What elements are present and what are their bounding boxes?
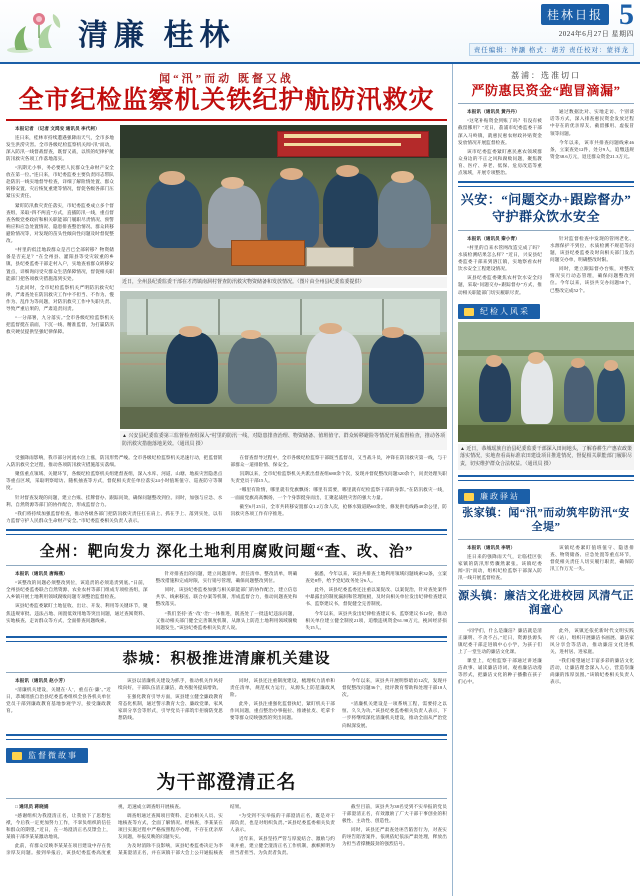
divider xyxy=(458,585,634,586)
station-badge-wrap xyxy=(458,486,634,504)
lipu-kicker: 荔浦：选准切口 xyxy=(511,71,581,80)
story-gongcheng: 恭城：积极推进清廉机关建设 本报讯（通讯员 赵小芳） “清廉机关建设，关键在‘人’，重点在‘廉’。”近日，恭城瑶族自治县纪委监委组织全县各机关单位党员干部到廉政教育基地参观学习，接受廉政教育。 该县以清廉机关建设为抓手，推动机关作风持续向好，干部队伍清正廉洁，政务服务提质增效。 在强化教育引导方面，该县建立健全廉政教育常态化机制，通过警示教育大会、廉政党课、家风家训分享会等形式，引导党员干部筑牢拒腐防变思想防线。 同时，该县还注重制度建设，梳理权力清单和责任清单，规范权力运行，从源头上防范廉政风险。 此外，该县注重强化监督执纪，紧盯机关干部作风问题，重点整治办事拖拉、推诿扯皮、吃拿卡要等群众反映强烈的突出问题。 今年以来，该县共开展明察暗访12次，发现并督促整改问题36个，批评教育帮助和处理干部18人次。 “清廉机关建设是一项系统工程，需要持之以恒、久久为功。”该县纪委监委相关负责人表示，下一步将继续深化清廉机关建设，推动全面从严治党向纵深发展。 xyxy=(6,647,447,729)
supervision-badge-wrap xyxy=(6,745,447,763)
left-column xyxy=(0,64,452,896)
issue-date: 2024年6月27日 星期四 xyxy=(558,30,634,38)
quanzhou-headline: 全州：靶向发力 深化土地利用腐败问题“查、改、治” xyxy=(39,543,414,560)
byline: 本报讯（通讯员 唐海燕） xyxy=(15,570,68,576)
xingan-headline-line2: 守护群众饮水安全 xyxy=(491,209,600,225)
figures-badge: 纪检人风采 xyxy=(458,304,540,319)
divider xyxy=(6,734,447,740)
figures-badge-wrap xyxy=(458,301,634,319)
paper-name: 桂林日报 xyxy=(541,4,609,25)
lead-text-col1: 本报记者 （记者 文鸿安 通讯员 李代柯） 连日来，桂林市持续遭遇强降雨天气，全市多地发生洪涝灾害。全市各级纪检监察机关闻“汛”而动，深入防汛一线督战督查，既督又战，以铁的纪律护航防汛救灾各项工作落地落实。 “汛期无小事，务必要把人民群众生命财产安全放在第一位。”连日来，市纪委监委主要负责同志带队赴防汛一线实地督导检查，详细了解险情处置、群众转移安置、灾后恢复重建等情况，督促各级各部门压紧压实责任。 紧盯防汛救灾责任落实，市纪委监委成立多个督查组，采取“四不两直”方式，直插防汛一线，重点督查各级党委政府和相关职能部门履职尽责情况、预警响应和应急处置情况、隐患排查整治情况、群众转移避险情况等，对发现的苗头性倾向性问题及时督促整改。 “村里的低洼地段群众是否已全部转移？物资储备是否充足？”在全州县、灌阳县等受灾较重的乡镇，县纪委监委干部走村入户，实地查看群众转移安置点，详细询问受灾群众生活保障情况，督促相关职能部门把各项救灾措施落到实处。 与此同时，全市纪检监察机关严明防汛救灾纪律，严肃查处在防汛救灾工作中不担当、不作为、慢作为、乱作为等问题，对防汛救灾工作中失职失责、导致严重后果的，严肃追责问责。 “一分部署，九分落实。”全市各级纪检监察机关把监督挺在前面，下沉一线、精准监督，为打赢防汛救灾硬仗提供坚强纪律保障。 xyxy=(6,125,114,335)
masthead xyxy=(0,0,640,64)
station-badge: 廉政驿站 xyxy=(458,489,530,504)
page-title: 清廉 桂林 xyxy=(78,19,236,52)
story-zhangjia: 廉政驿站 张家镇：闻“汛”而动筑牢防汛“安全堤” 本报讯（通讯员 李明） 连日来的强降雨天气，让临桂区张家镇的防汛形势骤然紧张。该镇纪委闻“汛”而动，组织纪检监察干部深入防汛一线开展监督检查。 该镇纪委紧盯值班值守、隐患排查、物资储备、应急处置等重点环节，督促相关责任人切实履行职责，确保防汛工作万无一失。 xyxy=(458,486,634,581)
divider xyxy=(6,798,447,799)
figures-photo-caption: ▲ 近日，恭城瑶族自治县纪委监委干部深入田间地头，了解春耕生产惠农政策落实情况，实地查看高标准农田建设项目推进情况，督促相关职能部门履职尽责，切实维护群众合法权益。（通讯员 摄） xyxy=(458,444,634,471)
divider xyxy=(458,230,634,231)
story-quanzhou: 全州：靶向发力 深化土地利用腐败问题“查、改、治” 本报讯（通讯员 唐海燕） “该整改的问题必须整改到位，该追责的必须追责到底。”日前，全州县纪委监委联合自然资源、农业农村等部门组成专项检查组，深入乡镇开展土地利用领域腐败问题专项整治监督检查。 该县纪委监委紧盯土地征收、出让、开发、利用等关键环节，聚焦违规审批、违法占地、闲置低效用地等突出问题，通过查阅资料、实地核查、走访群众等方式，全面排查问题线索。 针对排查出的问题，建立问题清单、责任清单、整改清单，明确整改措施和完成时限，实行销号管理，确保问题整改到位。 同时，该县纪委监委加强与相关职能部门的协作配合，建立信息共享、线索移送、联合办案等机制，形成监督合力，推动问题查处和整改落实。 “我们坚持‘查’‘改’‘治’一体推进，既查处了一批违纪违法问题，又推动相关部门健全完善制度机制，从源头上防范土地利用领域腐败问题发生。”该县纪委监委相关负责人说。 据悉，今年以来，该县共排查土地利用领域问题线索32条，立案查处8件，给予党纪政务处分6人。 此外，该县纪委监委还注重以案促改、以案促治，针对查处案件中暴露出的制度漏洞和管理短板，及时向相关单位发出纪律检查建议书、监察建议书，督促健全完善制度。 今年以来，该县共发出纪律检查建议书、监察建议书12份，推动相关单位建立健全制度21项，追缴违规资金61.98万元，挽回经济损失15人。 xyxy=(6,540,447,631)
divider xyxy=(458,181,634,187)
divider xyxy=(458,539,634,540)
photo-field-inspection xyxy=(120,291,447,429)
photo-caption-bottom: ▲ 兴安县纪委监委第三监督检查组深入“村里的防汛一线，对隐患排查治理、物资储备、值班值守、群众转移避险等情况开展监督检查，推动各项防汛救灾措施落地见效。（通讯员 摄） xyxy=(120,431,447,450)
byline: 本报记者 （记者 文鸿安 通讯员 李代柯） xyxy=(15,125,100,131)
lead-headline: 全市纪检监察机关铁纪护航防汛救灾 xyxy=(18,87,435,114)
divider xyxy=(6,119,447,121)
masthead-right xyxy=(469,0,634,57)
supervision-headline: 为干部澄清正名 xyxy=(156,771,297,793)
divider xyxy=(6,529,447,535)
yuantou-headline: 源头镇：廉洁文化进校园 风清气正润童心 xyxy=(458,590,634,616)
lead-story xyxy=(6,125,447,454)
story-xingan: 兴安：“问题交办+跟踪督办” 守护群众饮水安全 本报讯（通讯员 秦小青） “村里的自来水管网改造完成了吗？水质检测结果怎么样？”近日，兴安县纪委监委干部来到溶江镇，实地察看农村饮水安全工程建设情况。 该县纪委监委聚焦农村饮水安全问题，采取“问题交办+跟踪督办”方式，推动相关职能部门切实履职尽责。 针对监督检查中发现的管网老化、水源保护不到位、水质检测不规范等问题，该县纪委监委及时向相关部门发出问题交办单，明确整改时限。 同时，建立跟踪督办台账，对整改情况实行动态管理，确保问题整改到位。今年以来，该县共交办问题58个，已整改完成52个。 xyxy=(458,192,634,295)
zhangjia-headline: 张家镇：闻“汛”而动筑牢防汛“安全堤” xyxy=(462,507,630,533)
lead-kicker: 闻“汛”而动 既督又战 xyxy=(159,73,294,85)
byline: 本报讯（通讯员 秦小青） xyxy=(467,235,520,241)
byline: 本报讯（通讯员 赵小芳） xyxy=(15,677,68,683)
photo-flood-supplies xyxy=(120,125,447,275)
supervision-badge: 监督微故事 xyxy=(6,748,88,763)
story-lipu: 荔浦：选准切口 严防惠民资金“跑冒滴漏” 本报讯（通讯员 黄丹丹） “这笔补贴资金到账了吗？有没有被截留挪用？”近日，荔浦市纪委监委干部深入马岭镇，就惠民惠农财政补贴资金发放情况开展监督检查。 该市纪委监委紧盯惠民惠农领域群众身边的不正之风和腐败问题，聚焦教育、医疗、养老、低保、危房改造等重点领域，开展专项整治。 通过数据比对、实地走访、个别谈话等方式，深入排查惠民资金发放过程中存在的优亲厚友、截留挪用、虚报冒领等问题。 今年以来，该市共排查问题线索46条，立案查处12件，处分9人，追缴违规资金38.6万元，退还群众资金21.3万元。 xyxy=(458,71,634,176)
xingan-headline-line1: 兴安：“问题交办+跟踪督办” xyxy=(460,192,632,208)
divider xyxy=(6,672,447,673)
supervision-note-title: □ 通讯员 蒋晓娟 xyxy=(15,803,49,809)
divider xyxy=(6,565,447,566)
photo-caption-top: 近日，全州县纪委监委干部在才湾镇南洞村督查防汛救灾物资储备和发放情况。（图片由全州县纪委监委提供） xyxy=(120,277,447,289)
photo-field-visit xyxy=(458,322,634,442)
lotus-icon xyxy=(6,6,68,56)
divider xyxy=(458,475,634,481)
right-column xyxy=(452,64,640,896)
byline: 本报讯（通讯员 李明） xyxy=(467,544,516,550)
story-yuantou: 源头镇：廉洁文化进校园 风清气正润童心 “同学们，什么是廉洁？廉洁就是清正廉明、不贪不占。”近日，资源县源头镇纪委干部走进镇中心小学，为孩子们上了一堂生动的廉洁文化课。 课堂上，纪检监察干部通过讲述廉洁故事、诵读廉洁诗词、观看廉洁动漫等形式，把廉洁文化的种子播撒在孩子们心中。 此外，该镇还依托新时代文明实践所（站），组织开展廉洁书画展、廉洁家风分享会等活动，推动廉洁文化进机关、进村居、进家庭。 “我们希望通过丰富多彩的廉洁文化活动，让廉洁理念深入人心，营造崇廉尚廉的浓厚氛围。”该镇纪委相关负责人表示。 xyxy=(458,590,634,685)
section-supervision: 监督微故事 为干部澄清正名 □ 通讯员 蒋晓娟 “感谢组织为我澄清正名，让我放下了思想包袱，今后我一定更加努力工作，不辜负组织的信任和群众的期望。”近日，在一场澄清正名反馈会上，某镇干部李某某激动地说。 此前，有群众反映李某某在项目建设中存在优亲厚友问题。接到举报后，该县纪委监委高度重视，迅速成立调查组开展核查。 调查组通过查阅项目资料、走访相关人员、实地核查等方式，全面了解情况。经核查，李某某在项目实施过程中严格按照程序办理，不存在优亲厚友问题，举报反映的问题失实。 为及时消除不良影响，该县纪委监委决定为李某某澄清正名，并在该镇干部大会上公开通报核查结果。 “为受到不实举报的干部澄清正名，既是对干部负责，也是对组织负责。”该县纪委监委相关负责人表示。 近年来，该县坚持严管与厚爱结合、激励与约束并重，建立健全澄清正名工作机制，旗帜鲜明为担当者担当、为负责者负责。 截至目前，该县共为38名受到不实举报的党员干部澄清正名，有效激励了广大干部干事创业的积极性、主动性、创造性。 同时，该县还严肃查处诬告陷害行为，对查实的诬告陷害案件，依规依纪依法严肃处理，释放出为担当者撑腰鼓劲的强烈信号。 xyxy=(6,745,447,857)
divider xyxy=(6,636,447,642)
byline: 本报讯（通讯员 黄丹丹） xyxy=(467,109,520,115)
lead-photo-col xyxy=(120,125,447,454)
divider xyxy=(458,103,634,104)
page-number: 5 xyxy=(619,0,634,31)
divider xyxy=(458,622,634,623)
lead-story-continuation: 受强降雨影响，我市部分河流水位上涨，防汛形势严峻。全市各级纪检监察机关迅速行动，把监督嵌入防汛救灾全过程，推动各项防汛救灾措施落实落细。 聚焦重点领域、关键环节，各级纪检监察机关组建督查组，深入水库、河道、山塘、地质灾害隐患点等重点区域，采取明察暗访、随机抽查等方式，督促相关责任单位落实24小时值班值守、巡查防守等制度。 针对督查发现的问题，建立台账、挂牌督办、跟踪问效，确保问题整改到位。同时，加强与应急、水利、自然资源等部门的协作配合，形成监督合力。 “我们将持续加强监督检查，推动各级各部门把防汛救灾责任扛在肩上、抓在手上、落到实处，以有力监督守护人民群众生命财产安全。”市纪委监委相关负责人表示。 在督查督导过程中，全市各级纪检监察干部既当监督员，又当战斗员，冲锋在防汛救灾第一线，与干部群众一道排险情、保安全。 汛期以来，全市纪检监察机关共派出督查组680余个次，发现并督促整改问题320余个，问责处理失职失责党员干部15人。 “哪里有险情，哪里就有党旗飘扬；哪里有需要，哪里就有纪检监察干部的身影。”在防汛救灾一线，一面面党旗高高飘扬，一个个身影挺身而出，汇聚起战胜灾害的强大力量。 截至6月25日，全市共转移安置群众1.2万余人次，抢修水毁道路60余处，修复供电线路40余公里，防汛救灾各项工作有序推进。 xyxy=(6,455,447,523)
page-body xyxy=(0,64,640,896)
editor-credits: 责任编辑：钟灏 格式：胡芳 责任校对：蒙祥龙 xyxy=(469,43,634,56)
lipu-headline: 严防惠民资金“跑冒滴漏” xyxy=(471,83,621,98)
gongcheng-headline: 恭城：积极推进清廉机关建设 xyxy=(122,650,331,667)
